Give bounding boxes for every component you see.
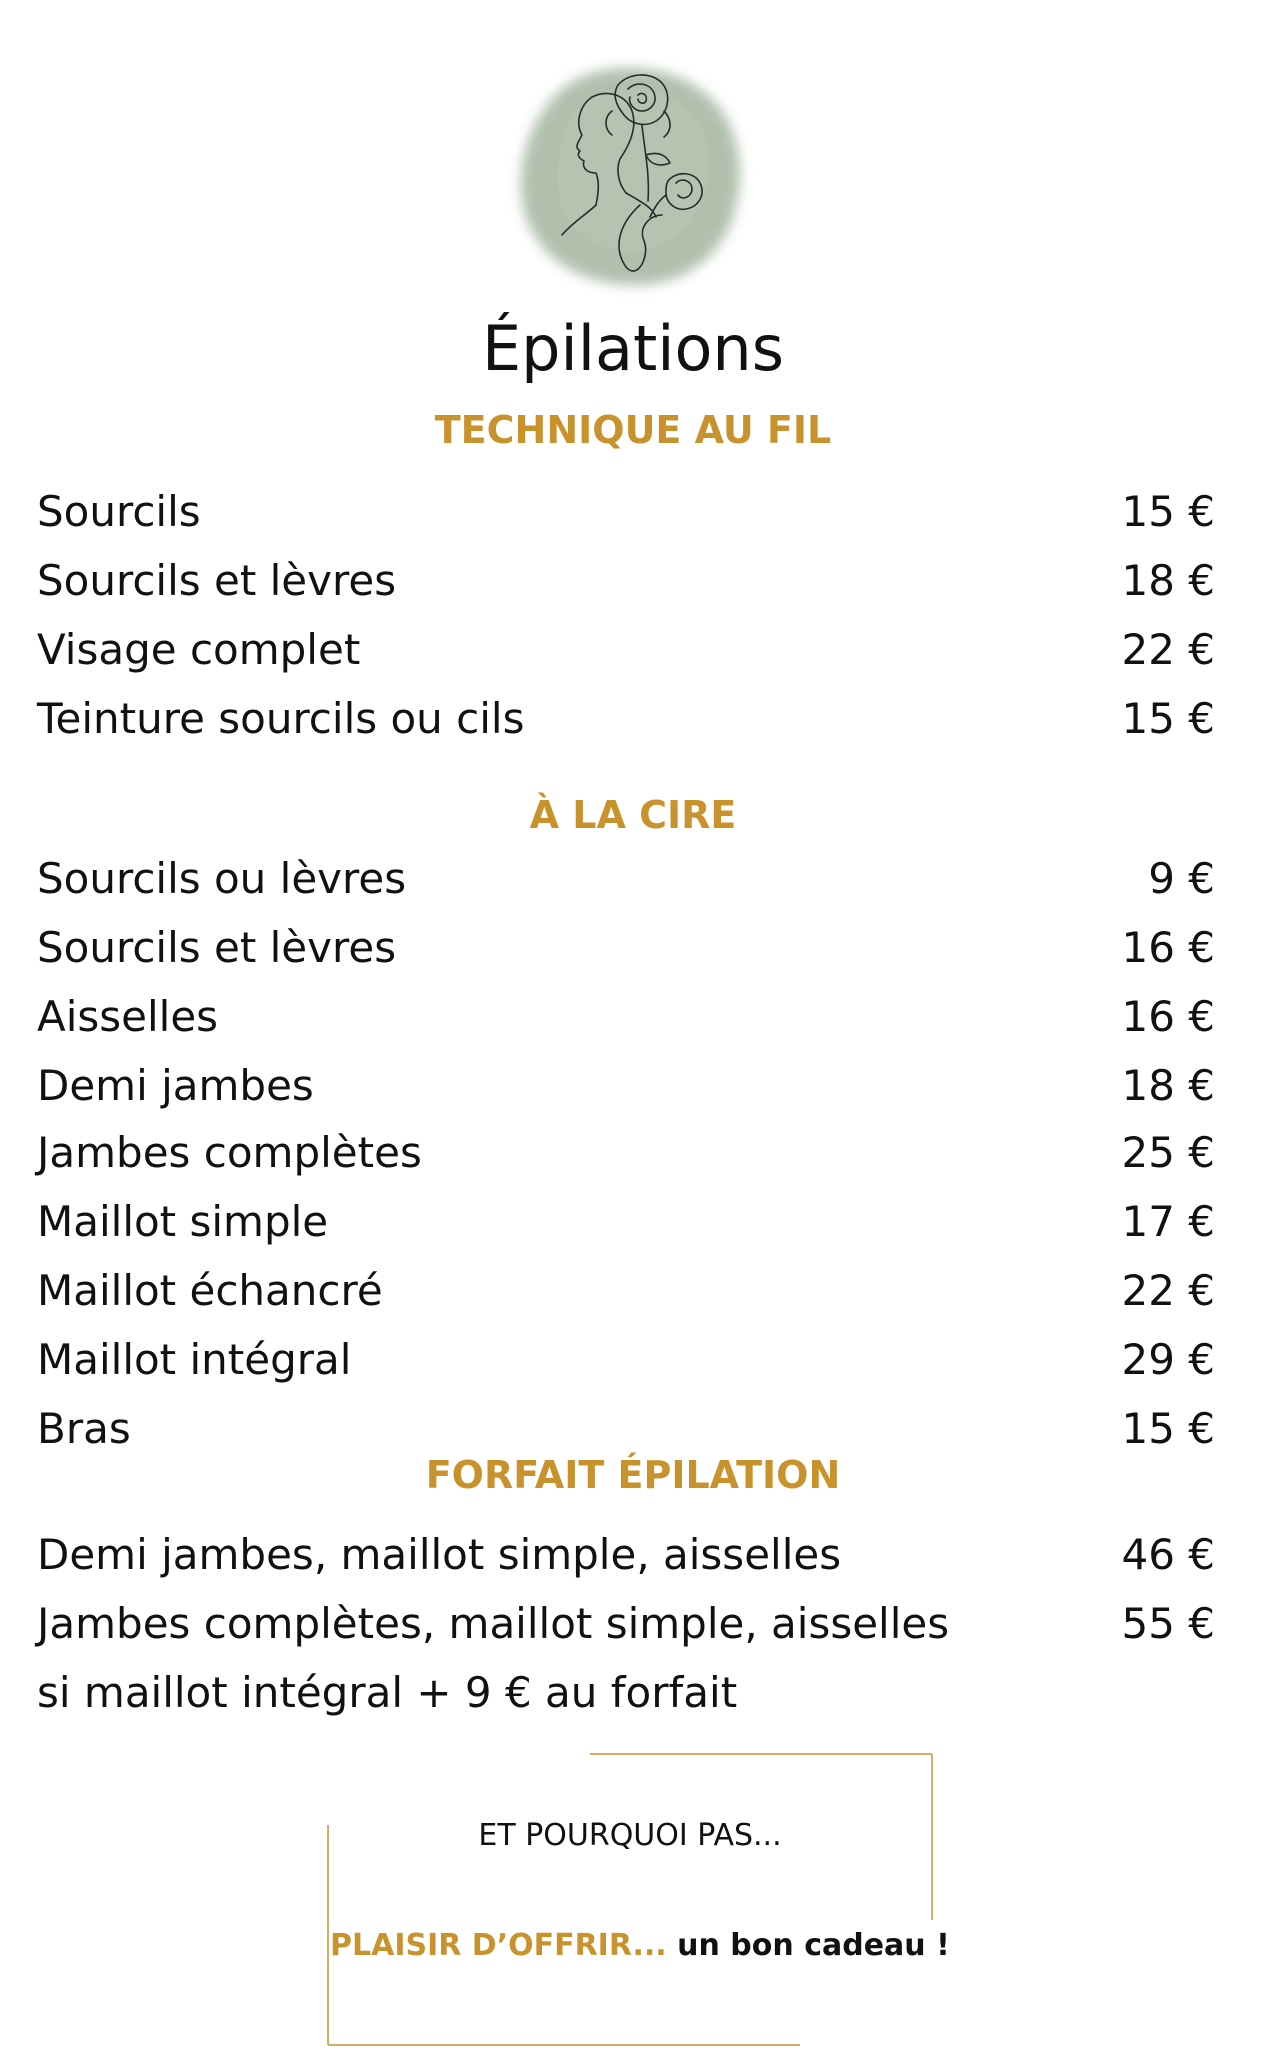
price-row [37,1061,1215,1111]
service-price: 55 € [1121,1599,1215,1648]
page-title: Épilations [481,312,785,385]
service-price: 15 € [1121,694,1215,743]
price-row [37,1335,1215,1385]
price-row [37,1599,1215,1649]
price-row [37,1197,1215,1247]
service-price: 15 € [1121,487,1215,536]
gift-offer-text: un bon cadeau ! [666,1928,950,1963]
service-price: 18 € [1121,1061,1215,1110]
service-price: 22 € [1121,1266,1215,1315]
price-row [37,487,1215,537]
gift-offer-accent: PLAISIR D’OFFRIR... [330,1928,667,1963]
service-label: Teinture sourcils ou cils [37,694,525,743]
section-heading-technique-au-fil: TECHNIQUE AU FIL [434,408,832,452]
price-row [37,1404,1215,1454]
service-label: Demi jambes, maillot simple, aisselles [37,1530,842,1579]
service-price: 15 € [1121,1404,1215,1453]
service-label: Sourcils et lèvres [37,923,397,972]
service-price: 17 € [1121,1197,1215,1246]
service-price: 22 € [1121,625,1215,674]
service-label: Sourcils ou lèvres [37,854,407,903]
price-row [37,1266,1215,1316]
service-price: 29 € [1121,1335,1215,1384]
gift-offer [330,1928,950,1964]
service-label: Jambes complètes, maillot simple, aisselles [37,1599,950,1648]
service-label: Aisselles [37,992,219,1041]
price-row [37,992,1215,1042]
woman-with-roses-icon [500,55,760,300]
price-row [37,854,1215,904]
section-heading-forfait-epilation: FORFAIT ÉPILATION [425,1453,841,1497]
forfait-note: si maillot intégral + 9 € au forfait [37,1668,738,1717]
price-row [37,1128,1215,1178]
price-row [37,625,1215,675]
price-row [37,1530,1215,1580]
service-price: 25 € [1121,1128,1215,1177]
service-label: Demi jambes [37,1061,314,1110]
service-label: Maillot échancré [37,1266,383,1315]
price-row [37,556,1215,606]
service-label: Bras [37,1404,131,1453]
price-row [37,694,1215,744]
service-label: Jambes complètes [37,1128,422,1177]
service-label: Visage complet [37,625,361,674]
service-price: 46 € [1121,1530,1215,1579]
service-price: 16 € [1121,992,1215,1041]
service-label: Maillot simple [37,1197,329,1246]
section-heading-a-la-cire: À LA CIRE [529,793,737,837]
service-price: 18 € [1121,556,1215,605]
service-label: Maillot intégral [37,1335,352,1384]
service-price: 9 € [1148,854,1215,903]
price-row [37,923,1215,973]
service-label: Sourcils [37,487,201,536]
gift-teaser: ET POURQUOI PAS... [478,1818,782,1853]
service-label: Sourcils et lèvres [37,556,397,605]
service-price: 16 € [1121,923,1215,972]
